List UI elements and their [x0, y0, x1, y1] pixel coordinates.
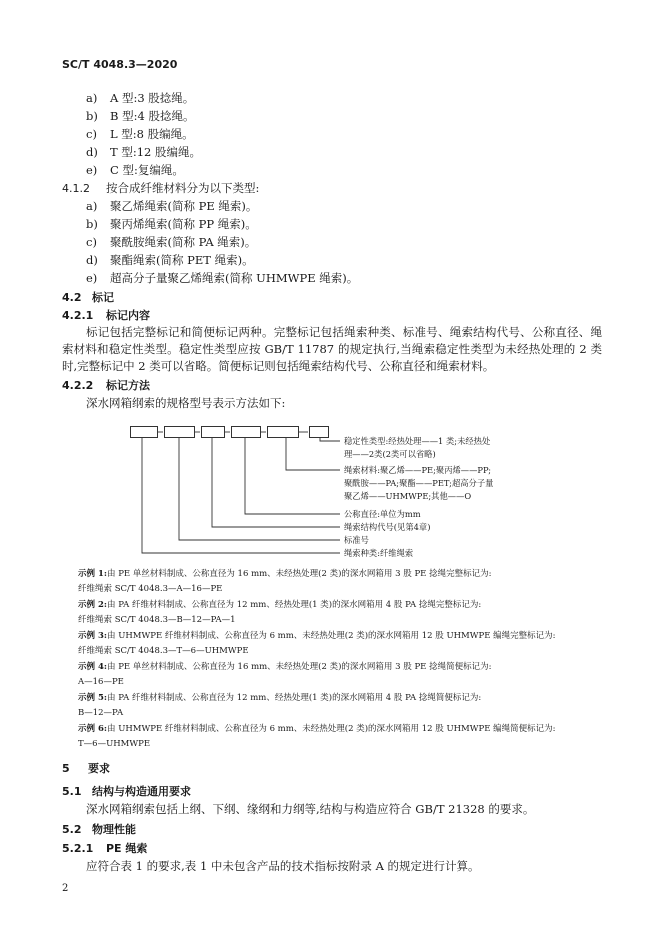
example-5-mark: B—12—PA	[78, 708, 124, 718]
list-item: c) L 型:8 股编绳。	[86, 127, 194, 141]
example-2: 示例 2:由 PA 纤维材料制成、公称直径为 12 mm、经热处理(1 类)的深水网箱用 4 股 PA 捻绳完整标记为:	[78, 600, 482, 610]
section-5-heading: 5 要求	[62, 762, 110, 775]
example-3-mark: 纤维绳索 SC/T 4048.3—T—6—UHMWPE	[78, 646, 249, 656]
stability-label: 稳定性类型:经热处理——1 类;未经热处	[344, 436, 491, 446]
structure-label: 绳索结构代号(见第4章)	[344, 522, 431, 532]
list-item: c) 聚酰胺绳索(简称 PA 绳索)。	[86, 235, 257, 249]
example-4-mark: A—16—PE	[78, 677, 124, 687]
paragraph-5-1: 深水网箱纲索包括上纲、下纲、缘纲和力纲等,结构与构造应符合 GB/T 21328 的要求。	[86, 802, 535, 816]
paragraph-4-2-1: 标记包括完整标记和简便标记两种。完整标记包括绳索种类、标准号、绳索结构代号、公称直径、绳索材料和稳定性类型。稳定性类型应按 GB/T 11787 的规定执行,当绳索稳定性类型为未经热处理的 2 类时,完整标记中 2 类可以省略。简便标记则包括绳索结构代号、公称直径和绳索材料。	[62, 325, 602, 373]
diameter-label: 公称直径:单位为mm	[344, 509, 421, 519]
section-4-2-heading: 4.2 标记	[62, 291, 114, 304]
material-label-cont: 聚酰胺——PA;聚酯——PET;超高分子量	[344, 478, 494, 488]
list-item: e) 超高分子量聚乙烯绳索(简称 UHMWPE 绳索)。	[86, 271, 359, 285]
list-item: a) A 型:3 股捻绳。	[86, 91, 195, 105]
section-5-1-heading: 5.1 结构与构造通用要求	[62, 785, 191, 798]
example-2-mark: 纤维绳索 SC/T 4048.3—B—12—PA—1	[78, 615, 236, 625]
paragraph-4-2-2: 深水网箱纲索的规格型号表示方法如下:	[86, 396, 286, 410]
example-3: 示例 3:由 UHMWPE 纤维材料制成、公称直径为 6 mm、未经热处理(2 类)的深水网箱用 12 股 UHMWPE 编绳完整标记为:	[78, 631, 556, 641]
example-6-mark: T—6—UHMWPE	[78, 739, 151, 749]
list-item: b) B 型:4 股捻绳。	[86, 109, 195, 123]
section-4-2-2-heading: 4.2.2 标记方法	[62, 379, 150, 392]
section-4-1-2: 4.1.2 按合成纤维材料分为以下类型:	[62, 181, 260, 195]
page-header: SC/T 4048.3—2020	[62, 58, 178, 71]
standard-box	[164, 426, 195, 438]
section-4-2-1-heading: 4.2.1 标记内容	[62, 309, 150, 322]
material-label: 绳索材料:聚乙烯——PE;聚丙烯——PP;	[344, 465, 492, 475]
list-item: e) C 型:复编绳。	[86, 163, 184, 177]
page-number: 2	[62, 883, 69, 894]
standard-label: 标准号	[344, 535, 369, 545]
example-1: 示例 1:由 PE 单丝材料制成、公称直径为 16 mm、未经热处理(2 类)的深水网箱用 3 股 PE 捻绳完整标记为:	[78, 569, 492, 579]
stability-box	[309, 426, 329, 438]
material-box	[267, 426, 299, 438]
example-5: 示例 5:由 PA 纤维材料制成、公称直径为 12 mm、经热处理(1 类)的深水网箱用 4 股 PA 捻绳简便标记为:	[78, 693, 482, 703]
list-item: d) T 型:12 股编绳。	[86, 145, 201, 159]
example-4: 示例 4:由 PE 单丝材料制成、公称直径为 16 mm、未经热处理(2 类)的深水网箱用 3 股 PE 捻绳简便标记为:	[78, 662, 492, 672]
section-5-2-1-heading: 5.2.1 PE 绳索	[62, 842, 148, 855]
diameter-box	[231, 426, 261, 438]
material-label-cont: 聚乙烯——UHMWPE;其他——O	[344, 491, 472, 501]
structure-box	[201, 426, 225, 438]
type-label: 绳索种类:纤维绳索	[344, 548, 414, 558]
stability-label-cont: 理——2类(2类可以省略)	[344, 449, 436, 459]
example-1-mark: 纤维绳索 SC/T 4048.3—A—16—PE	[78, 584, 223, 594]
section-5-2-heading: 5.2 物理性能	[62, 823, 136, 836]
type-box	[130, 426, 158, 438]
list-item: a) 聚乙烯绳索(简称 PE 绳索)。	[86, 199, 258, 213]
example-6: 示例 6:由 UHMWPE 纤维材料制成、公称直径为 6 mm、未经热处理(2 类)的深水网箱用 12 股 UHMWPE 编绳简便标记为:	[78, 724, 556, 734]
paragraph-5-2-1: 应符合表 1 的要求,表 1 中未包含产品的技术指标按附录 A 的规定进行计算。	[86, 859, 480, 873]
list-item: d) 聚酯绳索(简称 PET 绳索)。	[86, 253, 254, 267]
list-item: b) 聚丙烯绳索(简称 PP 绳索)。	[86, 217, 257, 231]
